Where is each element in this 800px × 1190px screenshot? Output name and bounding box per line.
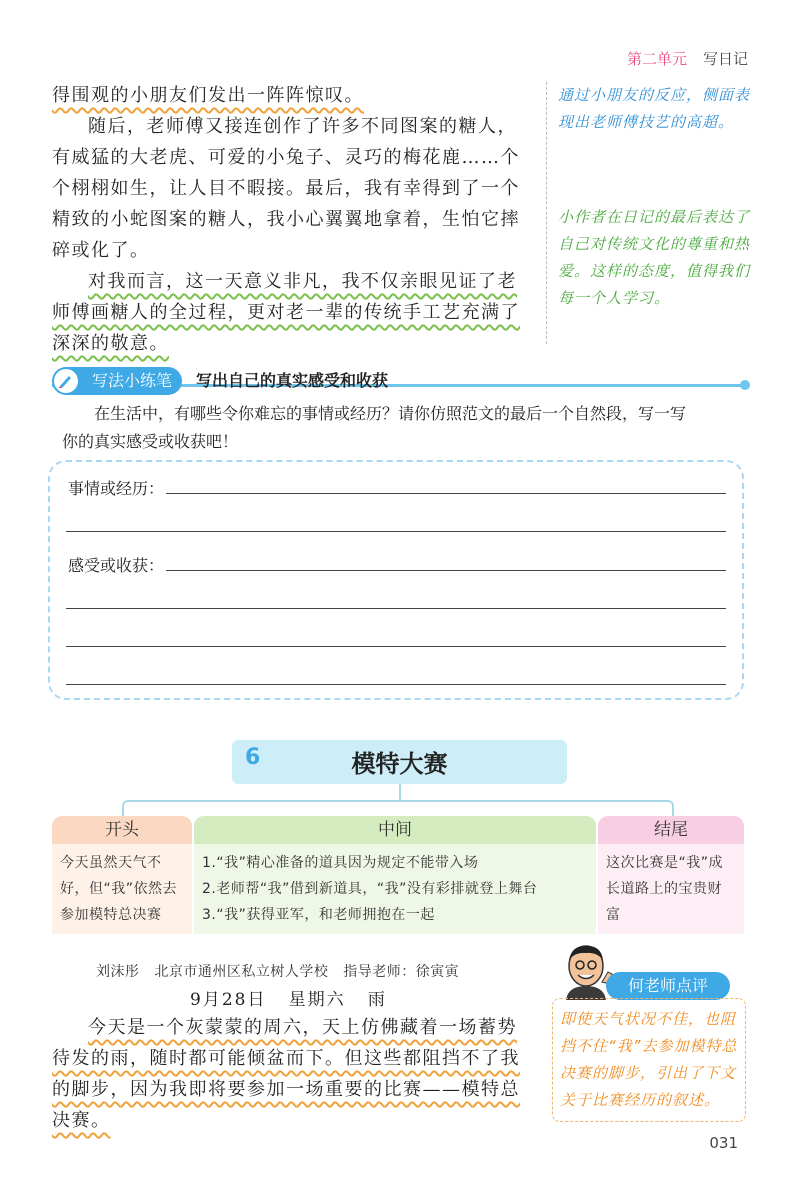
essay-bottom — [52, 1012, 536, 1136]
writing-line[interactable] — [66, 646, 726, 647]
page-header — [627, 48, 748, 69]
diary-date — [190, 985, 387, 1010]
unit-label: 第二单元 — [626, 50, 687, 68]
middle-item: 1.“我”精心准备的道具因为规定不能带入场 — [202, 855, 479, 871]
pen-icon — [54, 369, 78, 393]
margin-note-2: 小作者在日记的最后表达了自己对传统文化的尊重和热爱。这样的态度，值得我们每一个人学习。 — [558, 208, 751, 307]
comment-tag: 何老师点评 — [606, 972, 730, 1000]
structure-start-cell: 今天虽然天气不好，但“我”依然去参加模特总决赛 — [52, 844, 192, 934]
structure-head-middle: 中间 — [194, 816, 596, 844]
comment-text: 即使天气状况不佳，也阻挡不住“我”去参加模特总决赛的脚步，引出了下文关于比赛经历的叙述。 — [560, 1010, 738, 1109]
date-day: 9月28日 — [190, 990, 267, 1010]
essay-top — [52, 80, 532, 359]
structure-end-cell: 这次比赛是“我”成长道路上的宝贵财富 — [598, 844, 744, 934]
structure-middle-cell — [194, 844, 596, 934]
author-line — [96, 961, 459, 981]
practice-subtitle: 写出自己的真实感受和收获 — [196, 371, 389, 390]
author-school: 北京市通州区私立树人学校 — [154, 964, 329, 980]
author-name: 刘沫彤 — [96, 964, 140, 980]
writing-line[interactable] — [166, 493, 726, 494]
writing-line[interactable] — [166, 570, 726, 571]
field-label-event: 事情或经历： — [68, 479, 165, 498]
page-number: 031 — [709, 1134, 738, 1152]
essay2-paragraph: 今天是一个灰蒙蒙的周六，天上仿佛藏着一场蓄势待发的雨，随时都可能倾盆而下。但这些都阻挡不了我的脚步，因为我即将要参加一场重要的比赛——模特总决赛。 — [52, 1017, 520, 1131]
field-label-feeling: 感受或收获： — [68, 556, 165, 575]
structure-head-start: 开头 — [52, 816, 192, 844]
margin-note-1: 通过小朋友的反应，侧面表现出老师傅技艺的高超。 — [558, 86, 751, 131]
essay-paragraph-1: 得围观的小朋友们发出一阵阵惊叹。 — [52, 85, 364, 106]
essay-paragraph-3: 对我而言，这一天意义非凡，我不仅亲眼见证了老师傅画糖人的全过程，更对老一辈的传统手工艺充满了深深的敬意。 — [52, 271, 520, 354]
writing-line[interactable] — [66, 531, 726, 532]
middle-item: 3.“我”获得亚军，和老师拥抱在一起 — [202, 907, 435, 923]
writing-line[interactable] — [66, 684, 726, 685]
margin-divider — [546, 82, 547, 344]
date-weekday: 星期六 — [288, 990, 346, 1010]
writing-line[interactable] — [66, 608, 726, 609]
prompt-line-2: 你的真实感受或收获吧！ — [62, 432, 239, 451]
tree-stem — [399, 784, 401, 801]
prompt-line-1: 在生活中，有哪些令你难忘的事情或经历？请你仿照范文的最后一个自然段，写一写 — [94, 404, 687, 423]
practice-prompt — [62, 400, 752, 456]
unit-title: 写日记 — [702, 50, 748, 68]
middle-item: 2.老师帮“我”借到新道具，“我”没有彩排就登上舞台 — [202, 881, 538, 897]
structure-head-end: 结尾 — [598, 816, 744, 844]
date-weather: 雨 — [367, 990, 387, 1010]
author-teacher: 指导老师：徐寅寅 — [343, 964, 460, 980]
practice-badge: 写法小练笔 — [52, 367, 182, 395]
chapter-title: 模特大赛 — [351, 749, 448, 778]
practice-rule-dot — [740, 380, 750, 390]
essay-paragraph-2: 随后，老师傅又接连创作了许多不同图案的糖人，有威猛的大老虎、可爱的小兔子、灵巧的梅花鹿……个个栩栩如生，让人目不暇接。最后，我有幸得到了一个精致的小蛇图案的糖人，我小心翼翼地拿着，生怕它摔碎或化了。 — [52, 116, 520, 261]
chapter-number: 6 — [245, 745, 261, 770]
